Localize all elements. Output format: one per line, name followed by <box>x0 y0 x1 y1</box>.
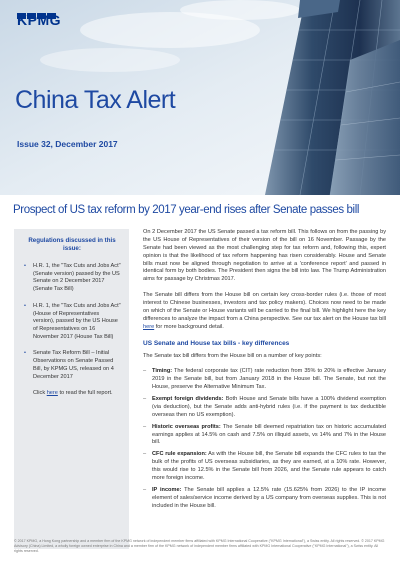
copyright-footer: © 2017 KPMG, a Hong Kong partnership and a member firm of the KPMG network of independent member firms affiliated with KPMG International Cooperative ("KPMG International"), a Swiss entity. All rights reserved. © 2017 KPMG Advisory (China) Limited, a wholly foreign owned enterprise in China and a member firm of the KPMG network of independent member firms affiliated with KPMG International Cooperative ("KPMG International"), a Swiss entity. All rights reserved. <box>14 539 385 554</box>
article-body <box>143 229 386 514</box>
kpmg-logo: KPMG <box>17 12 61 28</box>
list-item-text: The Senate bill deemed repatriation tax on historic accumulated earnings applies at 14.5% on cash and 7.5% on illiquid assets, vs 14% and 7% in the House bill. <box>152 423 386 446</box>
list-item-term: CFC rule expansion: <box>152 451 207 458</box>
differences-text: The Senate bill differs from the House bill on certain key cross-border rules (i.e. those of most interest to Chinese businesses, investors and tax policy makers). Choices now need to be made on which of the Senate or House variants will be carried to the final bill. We highlight here the key differences to analyze the impact from a China perspective. See our tax alert on the House tax bill <box>143 292 386 322</box>
list-item <box>143 396 386 420</box>
page-title: China Tax Alert <box>15 86 176 114</box>
sidebar-heading: Regulations discussed in this issue: <box>28 237 116 253</box>
differences-paragraph <box>143 292 386 331</box>
list-item-text: The Senate bill applies a 12.5% rate (15.625% from 2026) to the IP income element of sales/service income derived by a US company from overseas supplies. This is not included in the House bill. <box>152 486 386 509</box>
list-item-text: Both House and Senate bills have a 100% dividend exemption (via deduction), but the Senate adds anti-hybrid rules (i.e. if the payment is tax deductible overseas then no US exemption). <box>152 396 386 418</box>
list-item <box>143 368 386 392</box>
regulation-item: • H.R. 1, the "Tax Cuts and Jobs Act" (House of Representatives version), passed by the US House of Representatives on 16 November 2017 (House Tax Bill) <box>24 303 122 342</box>
section-heading: US Senate and House tax bills - key differences <box>143 339 290 347</box>
list-item-text: As with the House bill, the Senate bill expands the CFC rules to tax the bulk of the profits of US overseas subsidiaries, as they are earned, at a 10% rate. However, this would rise to 12.5% in the Senate bill from 2026, and the Senate rule appears to catch more foreign income. <box>152 451 386 481</box>
hero-banner <box>0 0 400 195</box>
key-differences-list <box>143 368 386 510</box>
regulation-item <box>24 350 122 398</box>
list-item-term: Exempt foreign dividends: <box>152 396 224 402</box>
regulations-sidebar <box>14 229 129 549</box>
section-intro: The Senate tax bill differs from the House bill on a number of key points: <box>143 352 322 359</box>
house-bill-alert-link[interactable]: here <box>143 323 155 330</box>
differences-text-end: for more background detail. <box>154 323 224 330</box>
click-prefix: Click <box>33 390 47 397</box>
list-item-term: Timing: <box>152 368 173 375</box>
list-item <box>143 424 386 448</box>
full-report-note <box>33 390 122 398</box>
intro-paragraph: On 2 December 2017 the US Senate passed a tax reform bill. This follows on from the passing by the US House of Representatives of their version of the bill on 16 November. Passage by the Senate had been viewed as the most challenging step for tax reform and, following this, expert opinion is that the likelihood of tax reform happening has risen considerably. House and Senate bills must now be aligned through negotiation to arrive at a 'conference report' and passed in identical form by both bodies. The President then signs the bill into law. The Trump Administration aims for passage by Christmas 2017. <box>143 229 386 283</box>
list-item <box>143 451 386 483</box>
list-item <box>143 487 386 511</box>
list-item-term: IP income: <box>152 486 182 493</box>
regulation-item: • H.R. 1, the "Tax Cuts and Jobs Act" (Senate version) passed by the US Senate on 2 December 2017 (Senate Tax Bill) <box>24 263 122 294</box>
regulations-list <box>24 263 122 407</box>
article-headline: Prospect of US tax reform by 2017 year-end rises after Senate passes bill <box>13 204 360 216</box>
issue-label: Issue 32, December 2017 <box>17 139 118 149</box>
regulation-item-text: Senate Tax Reform Bill – Initial Observations on Senate Passed Bill, by KPMG US, released on 4 December 2017 <box>33 350 114 380</box>
list-item-term: Historic overseas profits: <box>152 423 221 430</box>
full-report-link[interactable]: here <box>46 390 58 397</box>
list-item-text: The federal corporate tax (CIT) rate reduction from 35% to 20% is effective January 2019 in the Senate bill, but from January 2018 in the House bill. The Senate, but not the House, preserve the Alternative Minimum Tax. <box>152 368 386 391</box>
click-suffix: to read the full report. <box>57 390 113 397</box>
